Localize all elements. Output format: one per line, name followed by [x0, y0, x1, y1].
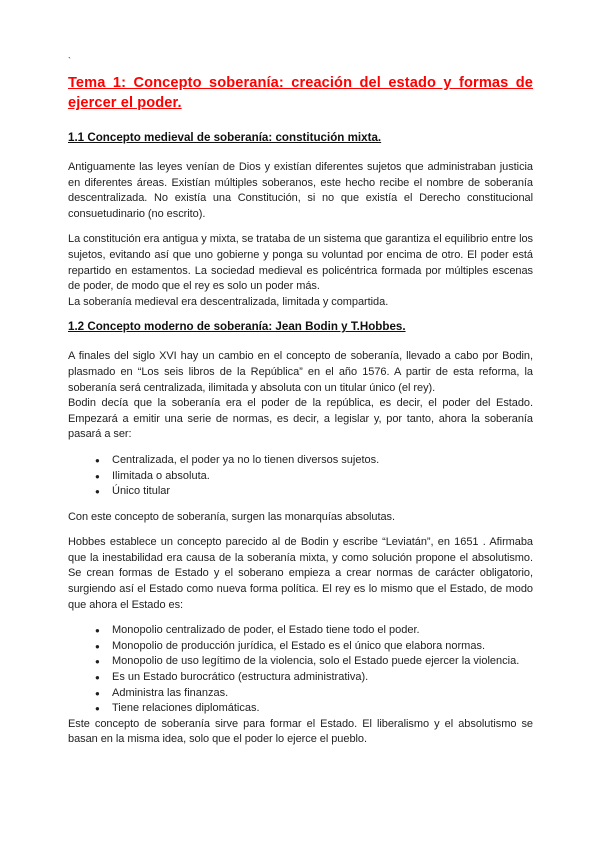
- bullet-item-text: Es un Estado burocrático (estructura administrativa).: [112, 671, 369, 684]
- paragraph: [68, 160, 533, 222]
- bullet-item-text: Ilimitada o absoluta.: [112, 469, 210, 482]
- stray-mark: `: [68, 56, 71, 66]
- section-heading: 1.1 Concepto medieval de soberanía: constitución mixta.: [68, 131, 382, 144]
- bullet-item: [95, 453, 533, 469]
- paragraph: [68, 232, 533, 310]
- bullet-icon: ●: [95, 487, 100, 497]
- paragraph: [68, 717, 533, 748]
- paragraph: [68, 535, 533, 613]
- bullet-item: [95, 469, 533, 485]
- paragraph-line: Hobbes establece un concepto parecido al de Bodin y escribe “Leviatán”, en 1651 . Afirmaba que la inestabilidad era causa de la soberanía mixta, y como solución propone el absolutismo. Se crean formas de Estado y el soberano empieza a crear normas de carácter obligatorio, surgiendo así el Estado como nueva forma política. El rey es lo mismo que el Estado, de modo que ahora el Estado es:: [68, 536, 533, 611]
- paragraph-line: Este concepto de soberanía sirve para formar el Estado. El liberalismo y el absolutismo se basan en la misma idea, solo que el poder lo ejerce el pueblo.: [68, 717, 533, 746]
- bullet-icon: ●: [95, 471, 100, 481]
- bullet-item: [95, 686, 533, 702]
- bullet-item: [95, 654, 533, 670]
- paragraph-line: Con este concepto de soberanía, surgen las monarquías absolutas.: [68, 510, 396, 523]
- bullet-icon: ●: [95, 657, 100, 667]
- bullet-item-text: Centralizada, el poder ya no lo tienen diversos sujetos.: [112, 453, 380, 466]
- bullet-icon: ●: [95, 455, 100, 465]
- bullet-item: [95, 670, 533, 686]
- bullet-item-text: Monopolio de uso legítimo de la violencia, solo el Estado puede ejercer la violencia.: [112, 655, 520, 668]
- paragraph-line: A finales del siglo XVI hay un cambio en el concepto de soberanía, llevado a cabo por Bodin, plasmado en “Los seis libros de la República” en el año 1576. A partir de esta reforma, la soberanía será centralizada, ilimitada y absoluta con un titular único (el rey).: [68, 350, 533, 394]
- bullet-item-text: Administra las finanzas.: [112, 686, 229, 699]
- bullet-item: [95, 484, 533, 500]
- document-content: [68, 73, 533, 748]
- bullet-item: [95, 639, 533, 655]
- paragraph-line: La constitución era antigua y mixta, se trataba de un sistema que garantiza el equilibrio entre los sujetos, evitando así que uno gobierne y ponga su voluntad por encima de otro. El poder está repartido en estamentos. La sociedad medieval es policéntrica formada por múltiples escenas de poder, de modo que el rey es solo un poder más.: [68, 233, 533, 293]
- bullet-icon: ●: [95, 704, 100, 714]
- bullet-item-text: Tiene relaciones diplomáticas.: [112, 702, 260, 715]
- bullet-item: [95, 701, 533, 717]
- bullet-icon: ●: [95, 688, 100, 698]
- bullet-icon: ●: [95, 641, 100, 651]
- section-heading: 1.2 Concepto moderno de soberanía: Jean Bodin y T.Hobbes.: [68, 320, 406, 334]
- bullet-icon: ●: [95, 626, 100, 636]
- paragraph: [68, 349, 533, 443]
- bullet-item: [95, 623, 533, 639]
- paragraph-line: Bodin decía que la soberanía era el poder de la república, es decir, el poder del Estado. Empezará a emitir una serie de normas, es decir, a legislar y, por tanto, ahora la soberanía pasará a ser:: [68, 397, 533, 441]
- paragraph: [68, 510, 533, 526]
- bullet-item-text: Único titular: [112, 485, 171, 498]
- paragraph-line: La soberanía medieval era descentralizada, limitada y compartida.: [68, 295, 389, 308]
- paragraph-line: Antiguamente las leyes venían de Dios y existían diferentes sujetos que administraban justicia en diferentes áreas. Existían múltiples soberanos, este hecho recibe el nombre de soberanía descentralizada. No existía una Constitución, si no que existía el Derecho constitucional consuetudinario (no escrito).: [68, 161, 533, 220]
- bullet-item-text: Monopolio centralizado de poder, el Estado tiene todo el poder.: [112, 624, 420, 637]
- document-title: Tema 1: Concepto soberanía: creación del estado y formas de ejercer el poder.: [68, 75, 533, 111]
- bullet-list: [68, 453, 533, 500]
- bullet-list: [68, 623, 533, 717]
- bullet-item-text: Monopolio de producción jurídica, el Estado es el único que elabora normas.: [112, 639, 486, 652]
- bullet-icon: ●: [95, 673, 100, 683]
